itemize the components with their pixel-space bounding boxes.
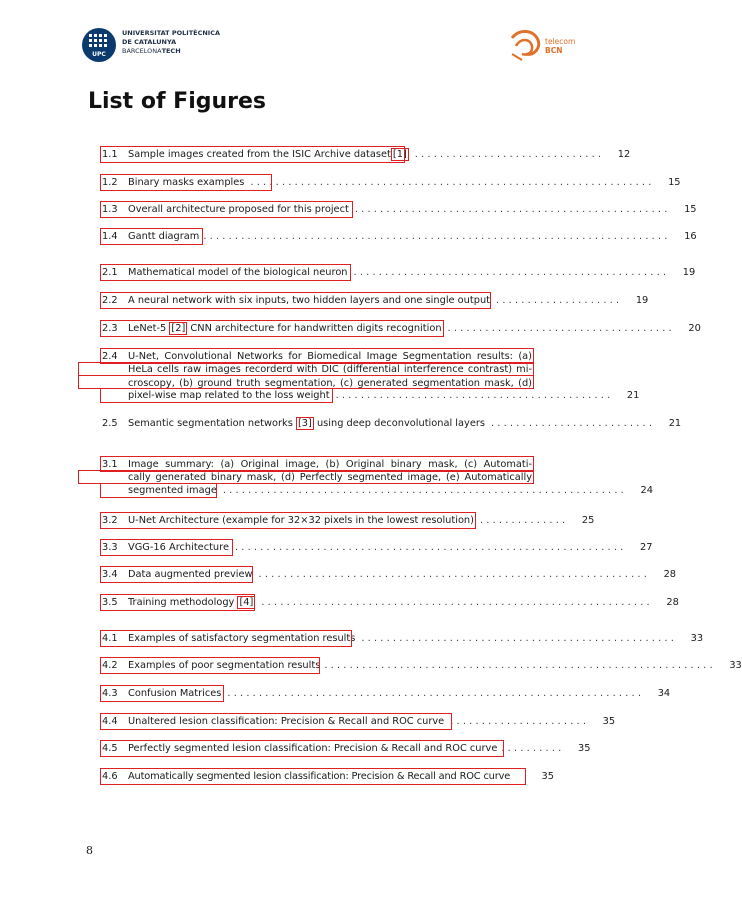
page-title: List of Figures	[88, 89, 267, 114]
dot-leader: ..........................................................................	[203, 231, 671, 242]
dot-leader: ..............................................................	[234, 542, 627, 553]
figure-number: 4.1	[102, 633, 118, 644]
page-ref[interactable]: 21	[668, 418, 682, 429]
figure-entry-4-4[interactable]	[102, 716, 616, 730]
figure-caption[interactable]: Overall architecture proposed for this project	[128, 204, 349, 215]
figure-number: 3.3	[102, 542, 118, 553]
figure-entry-1-3[interactable]	[102, 204, 697, 218]
dot-leader: ................................................................	[250, 177, 655, 188]
figure-number: 1.2	[102, 177, 118, 188]
figure-caption[interactable]: Automatically segmented lesion classification: Precision & Recall and ROC curve	[128, 771, 511, 782]
dot-leader: ..............	[479, 515, 569, 526]
telecom-bcn-logo	[508, 20, 588, 80]
figure-caption[interactable]: Confusion Matrices	[128, 688, 222, 699]
telecom-swirl-icon	[508, 24, 544, 66]
dot-leader: ................................................................	[222, 484, 627, 496]
dot-leader: ..............................................................	[258, 569, 651, 580]
figure-entry-1-1[interactable]	[102, 149, 631, 163]
figure-number: 1.1	[102, 149, 118, 160]
figure-caption[interactable]: VGG-16 Architecture	[128, 542, 229, 553]
figure-number: 3.5	[102, 597, 118, 608]
figure-entry-4-3[interactable]	[102, 688, 671, 702]
dot-leader: ..............................................................	[261, 597, 653, 608]
page-ref[interactable]: 24	[640, 484, 653, 496]
figure-entry-2-5[interactable]	[102, 418, 682, 432]
figure-number: 2.5	[102, 418, 118, 429]
page-ref[interactable]: 19	[635, 295, 649, 306]
page-header	[0, 20, 638, 80]
figure-caption[interactable]: LeNet-5 [2] CNN architecture for handwritten digits recognition	[128, 323, 442, 334]
figure-number: 3.2	[102, 515, 118, 526]
figure-caption-line[interactable]: segmented image	[128, 484, 217, 496]
figure-entry-2-1[interactable]	[102, 267, 696, 281]
figure-caption-line[interactable]: U-Net, Convolutional Networks for Biomedical Image Segmentation results: (a)	[128, 351, 532, 362]
page-ref[interactable]: 12	[617, 149, 631, 160]
figure-number: 2.1	[102, 267, 118, 278]
figure-number: 1.3	[102, 204, 118, 215]
figure-caption[interactable]: Binary masks examples	[128, 177, 245, 188]
page-ref[interactable]: 28	[666, 597, 679, 608]
page-ref[interactable]: 33	[729, 660, 742, 671]
citation-link[interactable]: [3]	[297, 418, 312, 429]
figure-number: 3.4	[102, 569, 118, 580]
figure-entry-4-6[interactable]	[102, 771, 554, 785]
figure-entry-4-2[interactable]	[102, 660, 742, 674]
page-ref[interactable]: 25	[581, 515, 595, 526]
figure-entry-4-5[interactable]	[102, 743, 591, 757]
dot-leader: ..................................................................	[227, 688, 645, 699]
figure-number: 4.6	[102, 771, 118, 782]
figure-number: 2.4	[102, 351, 118, 362]
figure-caption-line[interactable]: HeLa cells raw images recorderd with DIC (differential interference contrast) mi-	[128, 364, 532, 376]
figure-caption-line[interactable]: pixel-wise map related to the loss weight	[128, 390, 330, 402]
figure-entry-3-1[interactable]	[102, 458, 653, 498]
figure-caption[interactable]: Perfectly segmented lesion classification: Precision & Recall and ROC curve	[128, 743, 498, 754]
dot-leader: ..................................................	[361, 633, 678, 644]
figure-caption[interactable]: Examples of satisfactory segmentation results	[128, 633, 356, 644]
svg-text:UPC: UPC	[92, 51, 106, 58]
figure-number: 2.2	[102, 295, 118, 306]
figure-entry-3-5[interactable]	[102, 597, 679, 611]
citation-link[interactable]: [2]	[171, 323, 186, 334]
page-ref[interactable]: 21	[626, 390, 640, 402]
figure-entry-4-1[interactable]	[102, 633, 704, 647]
citation-link[interactable]: [1]	[392, 149, 407, 160]
page-ref[interactable]: 35	[541, 771, 554, 782]
page-ref[interactable]: 35	[602, 716, 616, 727]
figure-entry-1-4[interactable]	[102, 231, 697, 245]
figure-caption-line[interactable]: Image summary: (a) Original image, (b) Original binary mask, (c) Automati-	[128, 459, 532, 470]
bcn-text: BCN	[545, 46, 563, 55]
dot-leader: ..............................................................	[324, 660, 716, 671]
page-ref[interactable]: 20	[688, 323, 701, 334]
citation-link[interactable]: [4]	[239, 597, 254, 608]
figure-entry-3-4[interactable]	[102, 569, 677, 583]
figure-number: 4.5	[102, 743, 118, 754]
figure-caption[interactable]: Sample images created from the ISIC Archive dataset [1]	[128, 149, 407, 160]
page-ref[interactable]: 15	[668, 177, 681, 188]
figure-caption[interactable]: A neural network with six inputs, two hidden layers and one single output	[128, 295, 490, 306]
page-ref[interactable]: 35	[578, 743, 591, 754]
figure-entry-2-3[interactable]	[102, 323, 701, 337]
dot-leader: ....................................	[447, 323, 675, 334]
dot-leader: ..................................................	[354, 204, 671, 215]
figure-number: 4.4	[102, 716, 118, 727]
figure-number: 4.2	[102, 660, 118, 671]
figure-caption[interactable]: Gantt diagram	[128, 231, 200, 242]
dot-leader: ..................................................	[353, 267, 670, 278]
page-ref[interactable]: 16	[684, 231, 697, 242]
dot-leader: ....................	[496, 295, 623, 306]
figure-caption-line[interactable]: cally generated binary mask, (d) Perfectly segmented image, (e) Automatically	[128, 472, 532, 484]
dot-leader: ..........................	[490, 418, 656, 429]
upc-logo	[82, 20, 232, 80]
figure-number: 4.3	[102, 688, 118, 699]
dot-leader: ..........	[501, 743, 565, 754]
page-ref[interactable]: 19	[682, 267, 696, 278]
upc-name-line3: BARCELONATECH	[122, 47, 181, 55]
telecom-text: telecom	[545, 37, 576, 46]
figure-number: 2.3	[102, 323, 118, 334]
page-ref[interactable]: 15	[684, 204, 697, 215]
dot-leader: ............................................	[335, 390, 614, 402]
page-ref[interactable]: 27	[640, 542, 653, 553]
figure-number: 3.1	[102, 459, 118, 470]
upc-name-line2: DE CATALUNYA	[122, 38, 177, 46]
figure-entry-2-2[interactable]	[102, 295, 649, 309]
upc-name-line1: UNIVERSITAT POLITÈCNICA	[122, 29, 221, 37]
page-ref[interactable]: 34	[657, 688, 671, 699]
figure-entry-1-2[interactable]	[102, 177, 681, 191]
figure-caption[interactable]: Training methodology [4]	[128, 597, 254, 608]
figure-caption[interactable]: Semantic segmentation networks [3] using deep deconvolutional layers	[128, 418, 485, 429]
figure-caption[interactable]: U-Net Architecture (example for 32×32 pixels in the lowest resolution)	[128, 515, 474, 526]
figure-caption[interactable]: Data augmented preview	[128, 569, 253, 580]
figure-caption[interactable]: Examples of poor segmentation results	[128, 660, 321, 671]
page-ref[interactable]: 28	[663, 569, 677, 580]
figure-caption[interactable]: Mathematical model of the biological neuron	[128, 267, 348, 278]
figure-entry-2-4[interactable]	[102, 350, 640, 404]
dot-leader: ......................	[450, 716, 590, 727]
upc-grid-icon	[82, 28, 116, 62]
figure-entry-3-3[interactable]	[102, 542, 653, 556]
page-number: 8	[86, 844, 93, 857]
dot-leader: ..............................	[414, 149, 605, 160]
figure-caption-line[interactable]: croscopy, (b) ground truth segmentation, (c) generated segmentation mask, (d)	[128, 377, 532, 389]
page-ref[interactable]: 33	[690, 633, 704, 644]
figure-caption[interactable]: Unaltered lesion classification: Precision & Recall and ROC curve	[128, 716, 445, 727]
figure-number: 1.4	[102, 231, 118, 242]
figure-entry-3-2[interactable]	[102, 515, 595, 529]
